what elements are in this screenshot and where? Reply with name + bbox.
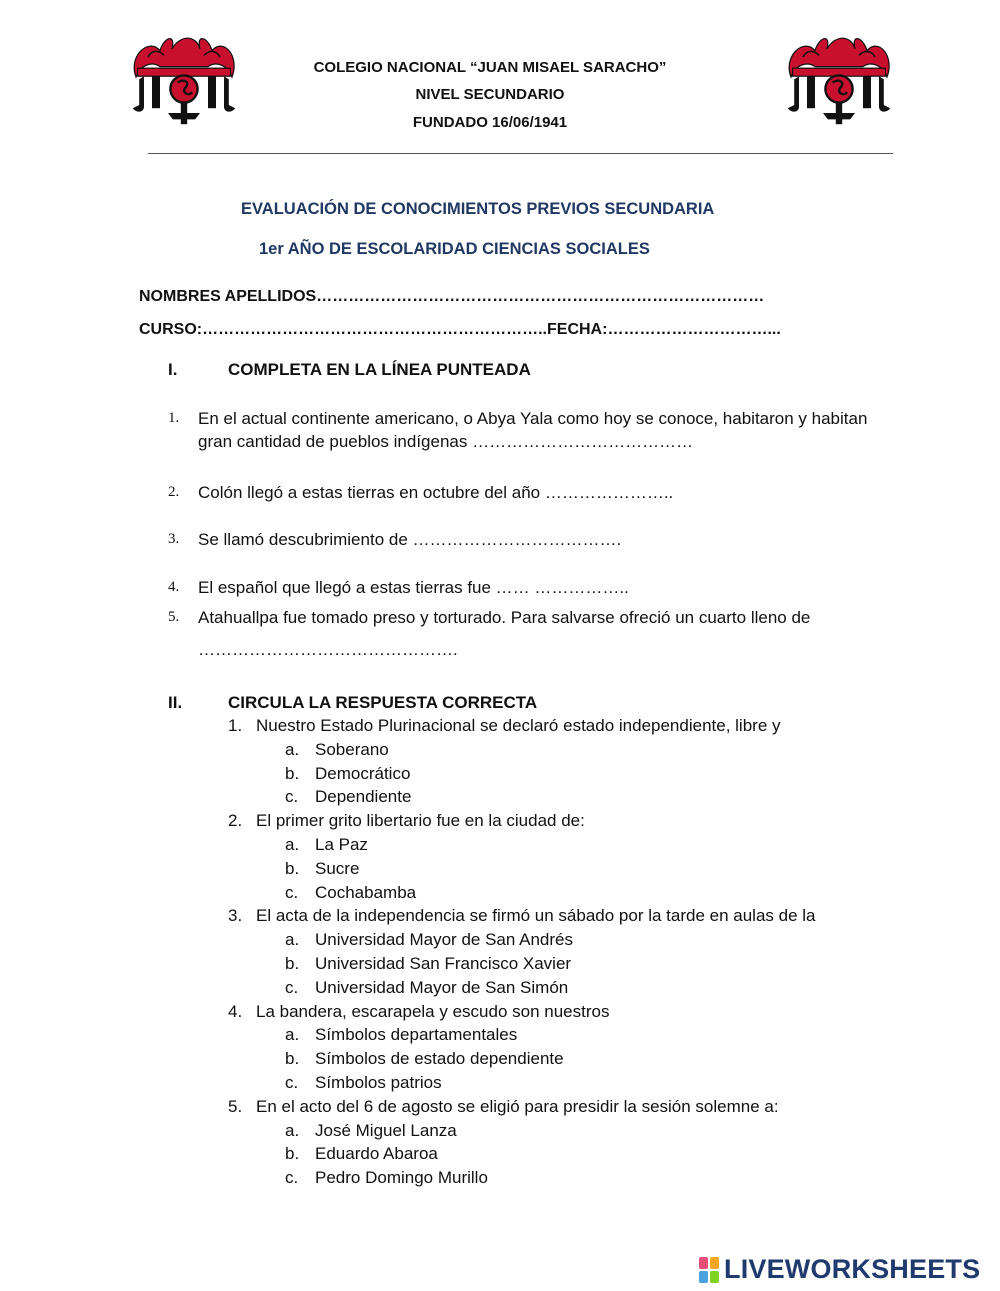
option-letter: b. [285,858,300,878]
answer-option[interactable]: Universidad Mayor de San Andrés [315,930,573,950]
question-text: La bandera, escarapela y escudo son nuestros [256,1001,610,1021]
question-text: Nuestro Estado Plurinacional se declaró estado independiente, libre y [256,716,781,735]
option-letter: b. [285,763,300,783]
answer-option[interactable]: Soberano [315,739,389,759]
s1-item-answer-line[interactable]: ………………………………………. [198,640,458,659]
option-letter: c. [285,1073,299,1092]
answer-option[interactable]: La Paz [315,835,368,854]
answer-option[interactable]: Símbolos de estado dependiente [315,1049,564,1069]
answer-option[interactable]: Pedro Domingo Murillo [315,1168,488,1188]
answer-option[interactable]: Democrático [315,763,411,783]
question-text: En el acto del 6 de agosto se eligió para presidir la sesión solemne a: [256,1096,779,1116]
option-letter: a. [285,1120,300,1140]
s1-item-number: 2. [168,484,180,500]
school-crest-right [783,30,895,132]
answer-option[interactable]: José Miguel Lanza [315,1120,457,1140]
question-number: 3. [228,906,243,926]
answer-option[interactable]: Cochabamba [315,882,417,902]
s1-item-text[interactable]: Se llamó descubrimiento de ………………………………. [198,530,622,549]
option-letter: c. [285,882,299,902]
answer-option[interactable]: Eduardo Abaroa [315,1144,438,1164]
question-number: 5. [228,1096,243,1116]
course-date-field[interactable]: CURSO:………………………………………………………..FECHA:…………………………... [139,321,781,338]
answer-option[interactable]: Símbolos patrios [315,1073,442,1092]
liveworksheets-brand: LIVEWORKSHEETS [724,1254,981,1284]
section2-heading: CIRCULA LA RESPUESTA CORRECTA [228,693,538,712]
question-number: 4. [228,1001,243,1021]
option-letter: a. [285,739,300,759]
exam-subtitle: 1er AÑO DE ESCOLARIDAD CIENCIAS SOCIALES [259,240,650,258]
school-name: COLEGIO NACIONAL “JUAN MISAEL SARACHO” [313,59,667,76]
section1-numeral: I. [168,360,178,379]
section2-numeral: II. [168,693,183,712]
school-crest-left [128,30,240,132]
s1-item-number: 3. [168,531,180,547]
exam-title: EVALUACIÓN DE CONOCIMIENTOS PREVIOS SECUNDARIA [241,200,715,218]
answer-option[interactable]: Universidad San Francisco Xavier [315,954,572,973]
s1-item-number: 1. [168,410,180,426]
option-letter: c. [285,787,299,807]
answer-option[interactable]: Símbolos departamentales [315,1025,518,1045]
s1-item-text[interactable]: El español que llegó a estas tierras fue …… …………….. [198,578,629,597]
liveworksheets-logo-icon [698,1256,720,1284]
answer-option[interactable]: Dependiente [315,787,412,807]
s1-item-number: 4. [168,579,180,595]
option-letter: b. [285,954,300,973]
s1-item-text[interactable]: Atahuallpa fue tomado preso y torturado. Para salvarse ofreció un cuarto lleno de [198,608,811,627]
school-level: NIVEL SECUNDARIO [415,86,565,103]
option-letter: a. [285,835,300,854]
answer-option[interactable]: Sucre [315,858,360,878]
school-founded: FUNDADO 16/06/1941 [412,114,568,131]
question-number: 2. [228,811,243,831]
s1-item-text[interactable]: Colón llegó a estas tierras en octubre del año ………………….. [198,483,674,502]
question-text: El primer grito libertario fue en la ciudad de: [256,811,585,831]
student-name-field[interactable]: NOMBRES APELLIDOS………………………………………………………………………… [139,288,765,305]
option-letter: b. [285,1049,300,1069]
option-letter: b. [285,1144,300,1164]
s1-item-text[interactable]: En el actual continente americano, o Abya Yala como hoy se conoce, habitaron y habitan gran cantidad de pueblos indígenas ………………………………… [198,409,868,451]
question-text: El acta de la independencia se firmó un sábado por la tarde en aulas de la [256,906,816,926]
option-letter: c. [285,977,299,997]
option-letter: a. [285,930,300,950]
option-letter: a. [285,1025,300,1045]
option-letter: c. [285,1168,299,1188]
section1-heading: COMPLETA EN LA LÍNEA PUNTEADA [228,360,531,379]
answer-option[interactable]: Universidad Mayor de San Simón [315,977,569,997]
header-divider [148,153,893,154]
question-number: 1. [228,716,243,735]
s1-item-number: 5. [168,609,180,625]
